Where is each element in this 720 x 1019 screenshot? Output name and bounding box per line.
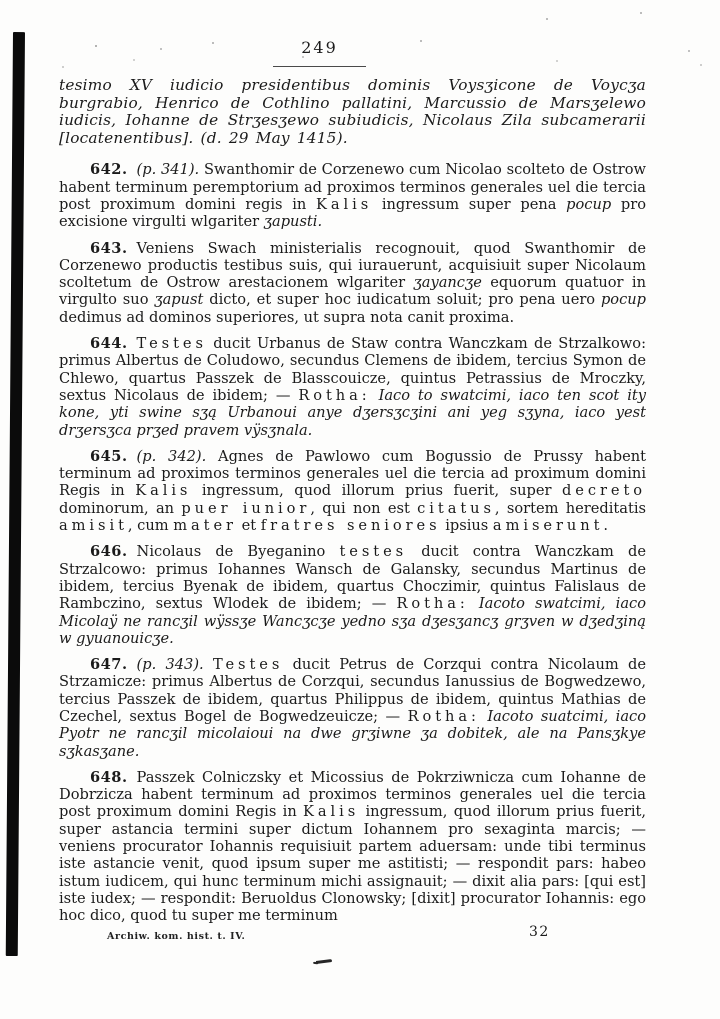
entry-text-segment: ʒapust bbox=[154, 291, 204, 309]
entry-642 bbox=[59, 161, 646, 230]
entry-text-segment: ʒayancʒe bbox=[413, 274, 482, 292]
entry-643 bbox=[59, 240, 646, 326]
footer-page-number: 32 bbox=[529, 924, 550, 940]
entry-number: 646. bbox=[90, 543, 128, 561]
scan-artifact-bar bbox=[6, 32, 25, 956]
entry-text-segment: amiserunt bbox=[492, 517, 604, 535]
entry-text-segment bbox=[469, 595, 479, 612]
entry-number: 645. bbox=[90, 447, 128, 465]
entry-number: 647. bbox=[90, 656, 128, 674]
entry-text-segment: pocup bbox=[566, 195, 612, 213]
entry-644 bbox=[59, 335, 646, 439]
entry-text-segment: puer iunior bbox=[181, 499, 311, 517]
entry-text-segment: equorum quatuor in virgulto suo bbox=[59, 274, 646, 309]
entry-text-segment: Rotha: bbox=[407, 707, 480, 725]
entry-text-segment: , sortem hereditatis bbox=[494, 499, 647, 517]
entry-text-segment: Iacoto suatcimi, iaco Pyotr ne rancʒil micolaioui na dwe grʒiwne ʒa dobitek, ale na Pansʒkye sʒkasʒane. bbox=[59, 707, 647, 760]
entry-text-segment: mater bbox=[173, 517, 237, 535]
entry-text-segment: pro excisione virgulti wlgariter bbox=[59, 195, 647, 231]
entry-text-segment: , qui non est bbox=[310, 499, 418, 517]
entry-text-segment: Kalis bbox=[316, 195, 373, 213]
page-header bbox=[273, 38, 366, 61]
entry-646 bbox=[59, 543, 646, 647]
entry-text-segment: fratres seniores bbox=[260, 517, 441, 535]
entry-text-segment: Nicolaus de Byeganino bbox=[136, 543, 340, 561]
page-number: 249 bbox=[301, 38, 338, 57]
entry-text-segment: Veniens Swach ministerialis recognouit, quod Swanthomir de Corzenewo productis testibus suis, qui iurauerunt, acquisiuit super Nicolaum scoltetum de Ostrow arestacionem wlgariter bbox=[59, 239, 646, 292]
entry-number: 644. bbox=[90, 335, 128, 353]
entry-text-segment: Kalis bbox=[135, 482, 192, 500]
entry-text-segment: Rotha: bbox=[298, 386, 371, 404]
entry-text-segment: . bbox=[603, 517, 609, 535]
entry-text-segment: Iaco to swatcimi, iaco ten scot ity kone, yti swine sʒą Urbanoui anye dʒersʒcʒini ani yeg sʒyna, iaco yest drʒersʒca prʒed pravem vÿsʒnala. bbox=[59, 386, 646, 439]
footer-citation: Archiw. kom. hist. t. IV. bbox=[107, 931, 246, 942]
entry-text-segment: ingressum super pena bbox=[372, 195, 567, 213]
entry-number: 643. bbox=[90, 239, 128, 257]
entry-text-segment: decreto bbox=[561, 482, 646, 500]
entry-text-segment: Iacoto swatcimi, iaco Micolaÿ ne rancʒil wÿssʒe Wancʒcʒe yedno sʒa dʒesʒancʒ grʒven w dʒedʒiną w gyuanouicʒe. bbox=[59, 595, 646, 647]
entry-text-segment: amisit bbox=[59, 517, 128, 535]
entry-text-segment: Passzek Colniczsky et Micossius de Pokrziwnicza cum Iohanne de Dobrzicza habent terminum ad proximos terminos generales uel die tercia post proximum domini Regis in bbox=[59, 768, 646, 821]
entry-text-segment: ʒapusti. bbox=[263, 213, 323, 231]
entry-text-segment: dicto, et super hoc iudicatum soluit; pro pena uero bbox=[203, 291, 601, 309]
entry-text-segment: et bbox=[236, 517, 261, 535]
entry-text-segment: testes bbox=[339, 543, 408, 561]
page-number-underline bbox=[273, 66, 366, 67]
entry-number: 648. bbox=[90, 768, 128, 786]
entry-text-segment: Swanthomir de Corzenewo cum Nicolao scolteto de Ostrow habent terminum peremptorium ad proximos terminos generales uel die tercia post proximum domini regis in bbox=[59, 161, 646, 213]
scan-noise-specks bbox=[0, 0, 2, 2]
entry-number: 642. bbox=[90, 161, 128, 179]
page-content bbox=[59, 77, 646, 925]
entry-648 bbox=[59, 769, 646, 925]
entry-645 bbox=[59, 448, 646, 534]
entry-text-segment: pocup bbox=[600, 291, 646, 309]
entry-text-segment: ipsius bbox=[440, 517, 493, 535]
entry-text-segment: Testes bbox=[212, 656, 284, 674]
entries-list bbox=[59, 161, 646, 924]
entry-text-segment: ducit Petrus de Corzqui contra Nicolaum de Strzamicze: primus Albertus de Corzqui, secundus Ianussius de Bogwedzewo, tercius Passzek de ibidem, quartus Philippus de ibidem, quintus Mathias de Czechel, sextus Bogel de Bogwedzeuicze; — bbox=[59, 656, 646, 725]
entry-text-segment: citatus bbox=[417, 499, 495, 517]
entry-text-segment: Agnes de Pawlowo cum Bogussio de Prussy habent terminum ad proximos terminos generales uel die tercia ad proximum domini Regis in bbox=[59, 447, 646, 500]
entry-text-segment: Kalis bbox=[303, 803, 360, 821]
entry-text-segment: (p. 342). bbox=[136, 447, 207, 465]
entry-text-segment: , cum bbox=[127, 517, 174, 535]
entry-647 bbox=[59, 656, 646, 760]
entry-text-segment bbox=[371, 387, 379, 404]
entry-text-segment: ingressum, quod illorum prius fuerit, super bbox=[191, 482, 562, 500]
entry-text-segment: ducit Urbanus de Staw contra Wanczkam de Strzalkowo: primus Albertus de Coludowo, secundus Clemens de ibidem, tercius Symon de Chlewo, quartus Passzek de Blasscouicze, quintus Petrassius de Mroczky, sextus Nicolaus de ibidem; — bbox=[59, 335, 646, 404]
entry-text-segment bbox=[204, 656, 213, 673]
scan-artifact-mark bbox=[316, 959, 332, 964]
entry-text-segment: dominorum, an bbox=[59, 499, 182, 517]
entry-text-segment: ingressum, quod illorum prius fuerit, super astancia termini super dictum Iohannem pro sexaginta marcis; — veniens procurator Iohannis requisiuit partem aduersam: unde tibi terminus iste astancie venit, quod ipsum super me astitisti; — respondit pars: habeo istum iudicem, qui hunc terminum michi assignauit; — dixit alia pars: [qui est] iste iudex; — respondit: Beruoldus Clonowsky; [dixit] procurator Iohannis: ego hoc dico, quod tu super me terminum bbox=[59, 803, 646, 925]
entry-text-segment: dedimus ad dominos superiores, ut supra nota canit proxima. bbox=[59, 308, 515, 326]
entry-text-segment: (p. 343). bbox=[136, 656, 204, 674]
intro-paragraph: tesimo XV iudicio presidentibus dominis Voysʒicone de Voycʒa burgrabio, Henrico de Cothlino pallatini, Marcussio de Marsʒelewo iudicis, Iohanne de Strʒesʒewo subiudicis, Nicolaus Zila subcamerarii [locatenentibus]. (d. 29 May 1415). bbox=[59, 76, 646, 147]
entry-text-segment: Rotha: bbox=[396, 595, 469, 613]
entry-text-segment: (p. 341). bbox=[136, 161, 200, 179]
entry-text-segment: ducit contra Wanczkam de Strzalcowo: primus Iohannes Wansch de Galansky, secundus Martinus de ibidem, tercius Byenak de ibidem, quartus Choczimir, quintus Falislaus de Rambczino, sextus Wlodek de ibidem; — bbox=[59, 543, 646, 613]
entry-text-segment: Testes bbox=[136, 335, 207, 353]
